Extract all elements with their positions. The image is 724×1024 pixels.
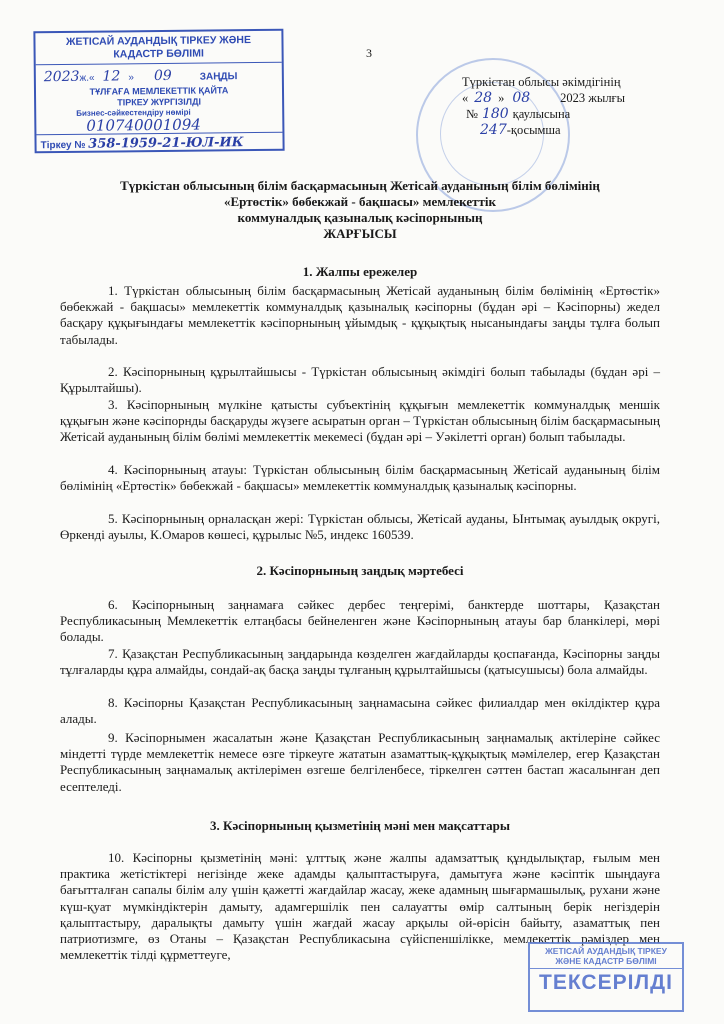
document-title	[60, 178, 660, 242]
registration-stamp	[33, 29, 284, 154]
approval-date-sep: »	[498, 91, 505, 105]
reg-stamp-number	[36, 132, 282, 155]
paragraph-5: 5. Кәсіпорнының орналасқан жері: Түркістан облысы, Жетісай ауданы, Ынтымақ ауылдық округі, Өркенді ауылы, К.Омаров көшесі, құрылыс №5, индекс 160539.	[60, 511, 660, 543]
check-stamp-line3: ТЕКСЕРІЛДІ	[539, 971, 673, 994]
approval-num-value: 180	[481, 106, 509, 122]
check-stamp-line2: ЖӘНЕ КАДАСТР БӨЛІМІ	[530, 956, 682, 969]
title-line1: Түркістан облысының білім басқармасының Жетісай ауданының білім бөлімінің	[120, 178, 600, 193]
approval-date-suffix: 2023 жылғы	[560, 91, 626, 105]
reg-stamp-bin-value: 010740001094	[86, 115, 201, 135]
approval-day: 28	[474, 90, 493, 106]
reg-stamp-bin-label: Бизнес-сәйкестендіру нөмірі	[76, 107, 191, 118]
reg-stamp-day: 12	[102, 68, 121, 85]
reg-stamp-date-sep: »	[128, 72, 134, 84]
paragraph-6: 6. Кәсіпорнының заңнамаға сәйкес дербес теңгерімі, банктерде шоттары, Қазақстан Республикасының Мемлекеттік елтаңбасы бейнеленген және Кәсіпорнының атауы бар бланкілері, мөрі болады.	[60, 597, 660, 645]
approval-block	[462, 74, 662, 138]
approval-month: 08	[512, 90, 531, 106]
reg-stamp-number-value: 358-1959-21-ЮЛ-ИК	[88, 135, 244, 152]
approval-line1: Түркістан облысы әкімдігінің	[462, 75, 621, 89]
title-line2: «Ертөстік» бөбекжай - бақшасы» мемлекеттік	[224, 194, 496, 209]
reg-stamp-line2: КАДАСТР БӨЛІМІ	[36, 47, 282, 66]
section-heading-1: 1. Жалпы ережелер	[302, 264, 418, 279]
approval-date	[462, 90, 662, 106]
paragraph-9: 9. Кәсіпорнымен жасалатын және Қазақстан Республикасының заңнамалық актілеріне сәйкес міндетті түрде мемлекеттік немесе өзге тіркеуге жататын азаматтық-құқықтық мәмілелер, егер Қазақстан Республикасының заңнамалық актілерімен өзгеше белгіленбесе, тіркелген сәттен бастап жасалынған деп есептеледі.	[60, 730, 660, 794]
approval-num-prefix: №	[466, 107, 478, 121]
reg-stamp-date-prefix: ж.«	[79, 72, 95, 84]
reg-stamp-date	[36, 63, 282, 88]
approval-number	[462, 106, 662, 122]
verified-stamp	[528, 942, 684, 1012]
title-line4: ЖАРҒЫСЫ	[323, 226, 397, 241]
paragraph-4: 4. Кәсіпорнының атауы: Түркістан облысының білім басқармасының Жетісай ауданының білім бөлімінің «Ертөстік» бөбекжай - бақшасы» мемлекеттік коммуналдық қазыналық кәсіпорны.	[60, 462, 660, 494]
paragraph-7: 7. Қазақстан Республикасының заңдарында көзделген жағдайларды қоспағанда, Кәсіпорны заңды тұлғаларды құра алмайды, сондай-ақ басқа заңды тұлғаның құрылтайшысы (қатысушысы) бола алмайды.	[60, 646, 660, 678]
reg-stamp-number-label: Тіркеу №	[40, 139, 86, 152]
title-line3: коммуналдық қазыналық кәсіпорнының	[237, 210, 483, 225]
reg-stamp-line3: ТҰЛҒАҒА МЕМЛЕКЕТТІК ҚАЙТА	[89, 85, 229, 97]
paragraph-10: 10. Кәсіпорны қызметінің мәні: ұлттық және жалпы адамзаттық құндылықтар, ғылым мен практика жетістіктері негізінде жеке адамды қалыптастыруға, дамытуға және кәсіптік шыңдауға бағытталған сапалы білім алу үшін қажетті жағдайлар жасау, жеке адамның шығармашылық, рухани және күш-қуат мүмкіндіктерін дамыту, адамгершілік пен салауатты өмір салтының берік негіздерін қалыптастыру, даралықты дамыту үшін жағдай жасау арқылы ой-өрісін байыту, азаматтық пен патриотизмге, өз Отаны – Қазақстан Республикасына сүйіспеншілікке, мемлекеттік рәміздер мен мемлекеттік тілді құрметтеуге,	[60, 850, 660, 963]
paragraph-8: 8. Кәсіпорны Қазақстан Республикасының заңнамасына сәйкес филиалдар мен өкілдіктер құра алады.	[60, 695, 660, 727]
reg-stamp-year: 2023	[43, 68, 80, 86]
page-number: 3	[366, 46, 372, 60]
reg-stamp-date-suffix: ЗАҢДЫ	[199, 71, 238, 83]
paragraph-1: 1. Түркістан облысының білім басқармасының Жетісай ауданының білім бөлімінің «Ертөстік» бөбекжай - бақшасы» мемлекеттік коммуналдық қазыналық кәсіпорны (бұдан әрі – Кәсіпорны) жедел басқару құқығындағы мемлекеттік кәсіпорнының ұйымдық - құқықтық нысанындағы заңды тұлға болып табылады.	[60, 283, 660, 347]
approval-date-prefix: «	[462, 91, 469, 105]
reg-stamp-line4: ТІРКЕУ ЖҮРГІЗІЛДІ	[117, 96, 202, 108]
approval-app-value: 247	[480, 122, 507, 138]
approval-appendix	[462, 122, 662, 138]
section-heading-3: 3. Кәсіпорнының қызметінің мәні мен мақсаттары	[210, 818, 510, 833]
reg-stamp-month: 09	[153, 67, 172, 85]
approval-app-suffix: -қосымша	[506, 123, 561, 137]
section-heading-2: 2. Кәсіпорнының заңдық мәртебесі	[256, 563, 464, 578]
reg-stamp-line1: ЖЕТІСАЙ АУДАНДЫҚ ТІРКЕУ ЖӘНЕ	[65, 34, 252, 48]
approval-num-suffix: қаулысына	[512, 107, 571, 121]
paragraph-2: 2. Кәсіпорнының құрылтайшысы - Түркістан облысының әкімдігі болып табылады (бұдан әрі –Құрылтайшы).	[60, 364, 660, 396]
paragraph-3: 3. Кәсіпорнының мүлкіне қатысты субъектінің құқығын мемлекеттік коммуналдық меншік құқығын және кәсіпорнды басқаруды жүзеге асыратын орган – Түркістан облысының білім басқармасының Жетісай ауданының білім бөлімі мемлекеттік мекемесі (бұдан әрі – Уәкілетті орган) болып табылады.	[60, 397, 660, 445]
check-stamp-line1: ЖЕТІСАЙ АУДАНДЫҚ ТІРКЕУ	[545, 946, 667, 956]
